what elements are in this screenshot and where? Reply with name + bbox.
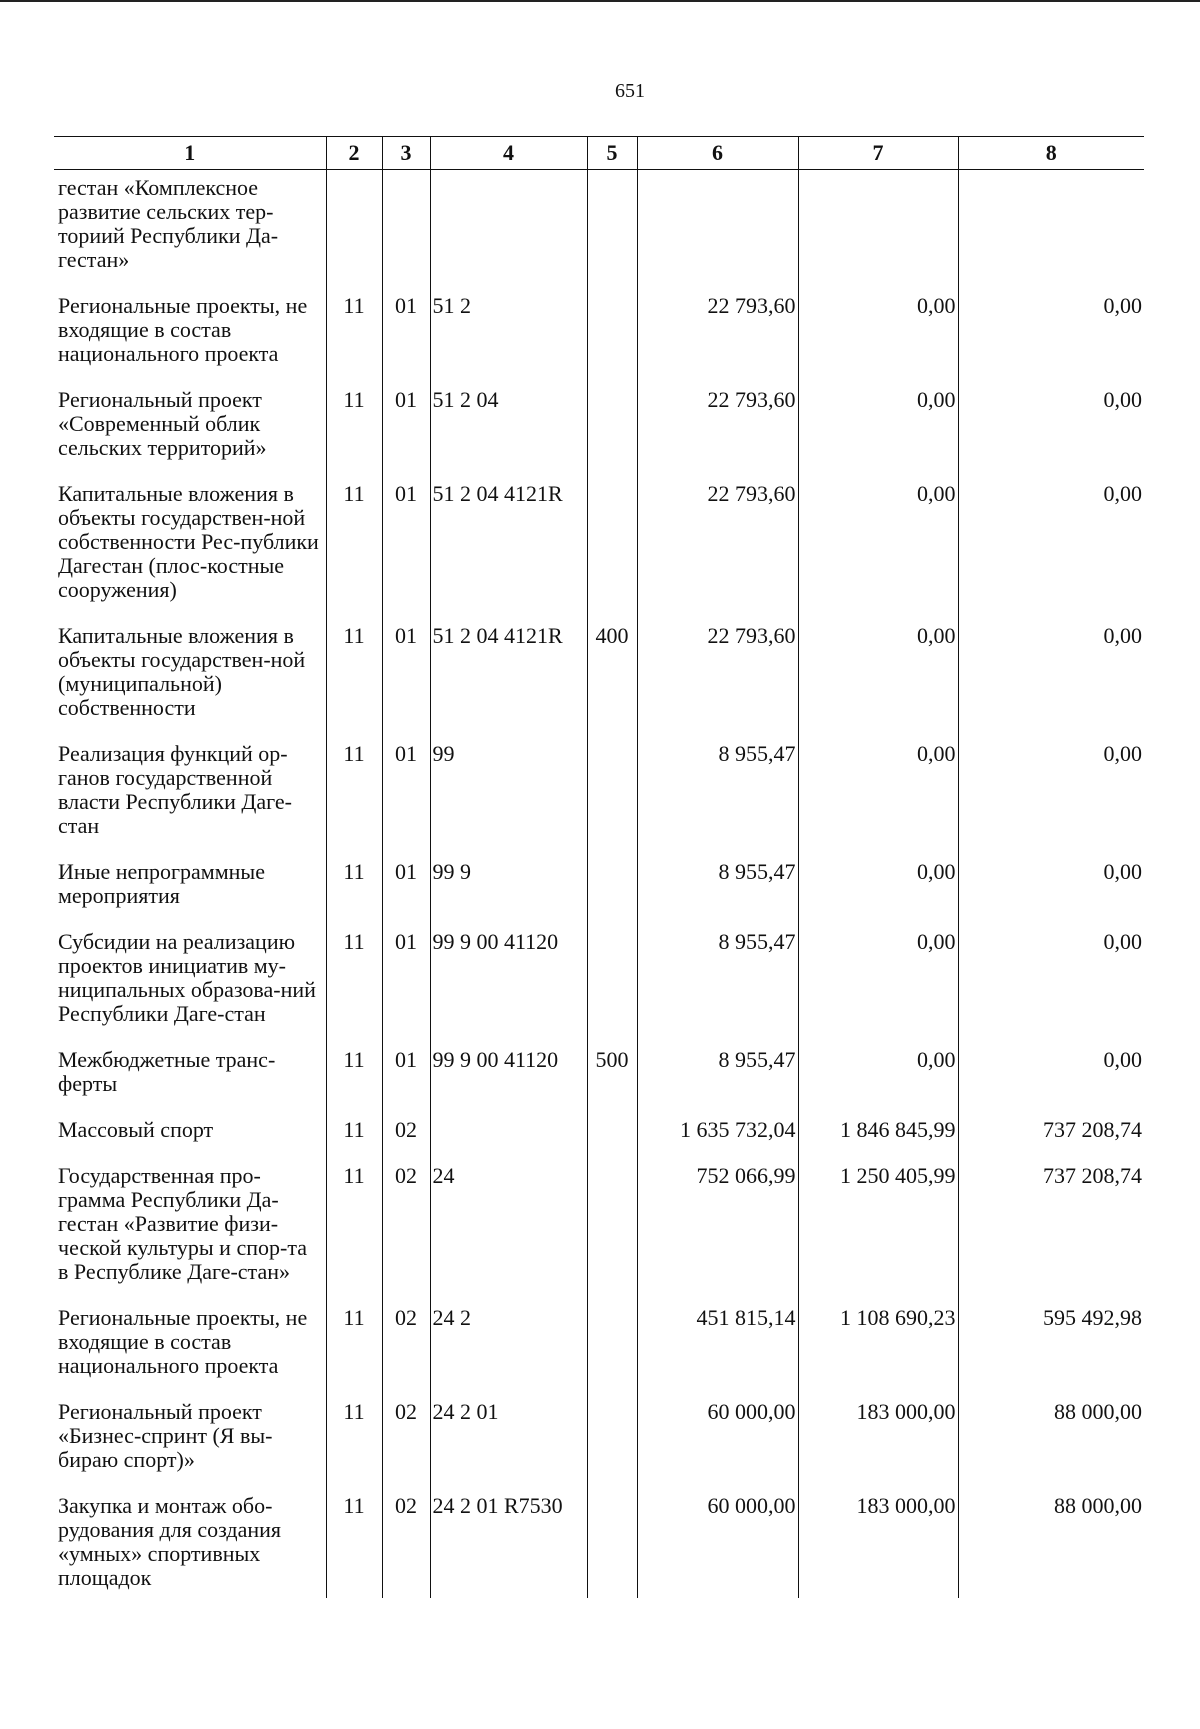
table-cell: 8 955,47	[637, 922, 798, 1040]
table-row	[54, 170, 1144, 287]
table-cell: 99 9 00 41120	[430, 922, 587, 1040]
table-cell: 01	[382, 380, 430, 474]
table-cell	[326, 170, 382, 287]
header-row	[54, 137, 1144, 170]
table-cell: 451 815,14	[637, 1298, 798, 1392]
table-cell: 02	[382, 1156, 430, 1298]
table-cell	[587, 1110, 637, 1156]
row-name-cell: Региональные проекты, не входящие в состав национального проекта	[58, 293, 308, 366]
table-row	[54, 1156, 1144, 1298]
table-row	[54, 286, 1144, 380]
table-cell: 1 846 845,99	[798, 1110, 958, 1156]
scan-edge-line	[0, 0, 1200, 2]
table-cell: 0,00	[798, 922, 958, 1040]
table-row	[54, 922, 1144, 1040]
table-cell	[430, 170, 587, 287]
table-cell: 24 2 01 R7530	[430, 1486, 587, 1598]
table-cell: 01	[382, 616, 430, 734]
column-header: 2	[326, 137, 382, 170]
table-cell	[958, 170, 1144, 287]
table-cell	[587, 922, 637, 1040]
table-row	[54, 474, 1144, 616]
table-cell	[637, 170, 798, 287]
table-cell: 0,00	[798, 616, 958, 734]
table-cell: 11	[326, 1040, 382, 1110]
row-name-cell: Межбюджетные транс-ферты	[58, 1047, 276, 1096]
table-cell: 11	[326, 922, 382, 1040]
table-cell: 0,00	[958, 474, 1144, 616]
table-cell	[587, 1392, 637, 1486]
table-cell: 752 066,99	[637, 1156, 798, 1298]
row-name-cell: Субсидии на реализацию проектов инициатив му-ниципальных образова-ний Республики Даге-стан	[58, 929, 316, 1026]
table-cell: 02	[382, 1110, 430, 1156]
row-name-cell: Реализация функций ор-ганов государственной власти Республики Даге-стан	[58, 741, 292, 838]
table-row	[54, 1486, 1144, 1598]
table-cell: 0,00	[958, 852, 1144, 922]
table-cell: 1 635 732,04	[637, 1110, 798, 1156]
table-cell: 0,00	[958, 380, 1144, 474]
table-cell: 11	[326, 286, 382, 380]
table-cell: 8 955,47	[637, 1040, 798, 1110]
row-name-cell: Региональные проекты, не входящие в состав национального проекта	[58, 1305, 308, 1378]
table-cell: 51 2 04 4121R	[430, 616, 587, 734]
table-cell: 8 955,47	[637, 734, 798, 852]
table-cell: 0,00	[958, 734, 1144, 852]
table-cell: 737 208,74	[958, 1110, 1144, 1156]
table-cell	[587, 1486, 637, 1598]
table-cell: 11	[326, 1298, 382, 1392]
table-cell: 51 2 04	[430, 380, 587, 474]
table-cell: 0,00	[958, 616, 1144, 734]
table-cell: 400	[587, 616, 637, 734]
row-name-cell: Капитальные вложения в объекты государствен-ной (муниципальной) собственности	[58, 623, 306, 720]
table-body	[54, 170, 1144, 1599]
table-cell: 11	[326, 1110, 382, 1156]
table-cell: 0,00	[798, 852, 958, 922]
column-header: 1	[54, 137, 326, 170]
column-header: 7	[798, 137, 958, 170]
table-cell: 01	[382, 474, 430, 616]
row-name-cell: Государственная про-грамма Республики Да-гестан «Развитие физи-ческой культуры и спор-та в Республике Даге-стан»	[58, 1163, 307, 1284]
budget-table	[54, 136, 1144, 1598]
table-cell	[430, 1110, 587, 1156]
table-cell: 11	[326, 734, 382, 852]
table-cell: 02	[382, 1298, 430, 1392]
table-cell: 24 2	[430, 1298, 587, 1392]
table-cell: 22 793,60	[637, 616, 798, 734]
table-cell: 01	[382, 852, 430, 922]
page-number: 651	[615, 80, 645, 102]
table-cell: 01	[382, 286, 430, 380]
table-cell: 11	[326, 852, 382, 922]
table-cell: 99 9	[430, 852, 587, 922]
table-cell: 11	[326, 474, 382, 616]
table-cell: 02	[382, 1392, 430, 1486]
table-cell: 11	[326, 380, 382, 474]
row-name-cell: Региональный проект «Современный облик сельских территорий»	[58, 387, 267, 460]
table-cell: 595 492,98	[958, 1298, 1144, 1392]
table-cell: 737 208,74	[958, 1156, 1144, 1298]
table-cell	[798, 170, 958, 287]
table-cell: 02	[382, 1486, 430, 1598]
table-cell	[587, 734, 637, 852]
table-cell: 51 2	[430, 286, 587, 380]
table-cell: 0,00	[798, 286, 958, 380]
table-cell: 0,00	[798, 380, 958, 474]
column-header: 4	[430, 137, 587, 170]
table-cell: 0,00	[798, 474, 958, 616]
table-cell: 60 000,00	[637, 1486, 798, 1598]
table-row	[54, 1298, 1144, 1392]
table-cell: 99 9 00 41120	[430, 1040, 587, 1110]
table-cell: 11	[326, 616, 382, 734]
table-cell: 60 000,00	[637, 1392, 798, 1486]
table-cell	[587, 380, 637, 474]
table-cell: 1 108 690,23	[798, 1298, 958, 1392]
table-cell	[587, 286, 637, 380]
table-cell: 22 793,60	[637, 286, 798, 380]
table-row	[54, 380, 1144, 474]
table-cell: 01	[382, 1040, 430, 1110]
table-cell: 0,00	[958, 1040, 1144, 1110]
table-cell: 22 793,60	[637, 380, 798, 474]
table-row	[54, 1110, 1144, 1156]
column-header: 6	[637, 137, 798, 170]
table-row	[54, 1392, 1144, 1486]
table-cell: 99	[430, 734, 587, 852]
row-name-cell: Капитальные вложения в объекты государствен-ной собственности Рес-публики Дагестан (плос-костные сооружения)	[58, 481, 319, 602]
table-cell: 8 955,47	[637, 852, 798, 922]
row-name-cell: гестан «Комплексное развитие сельских тер-ториий Республики Да-гестан»	[58, 175, 279, 272]
table-cell: 11	[326, 1392, 382, 1486]
table-cell: 183 000,00	[798, 1392, 958, 1486]
table-cell	[587, 170, 637, 287]
table-cell: 0,00	[798, 734, 958, 852]
table-cell: 0,00	[958, 286, 1144, 380]
table-cell	[587, 474, 637, 616]
table-cell: 0,00	[958, 922, 1144, 1040]
table-cell	[587, 1156, 637, 1298]
table-row	[54, 1040, 1144, 1110]
table-cell: 11	[326, 1486, 382, 1598]
table-cell: 500	[587, 1040, 637, 1110]
table-cell: 88 000,00	[958, 1392, 1144, 1486]
column-header: 5	[587, 137, 637, 170]
row-name-cell: Закупка и монтаж обо-рудования для создания «умных» спортивных площадок	[58, 1493, 282, 1590]
column-header: 8	[958, 137, 1144, 170]
table-row	[54, 616, 1144, 734]
row-name-cell: Массовый спорт	[58, 1117, 214, 1142]
table-cell: 0,00	[798, 1040, 958, 1110]
row-name-cell: Иные непрограммные мероприятия	[58, 859, 265, 908]
table-row	[54, 734, 1144, 852]
table-cell: 183 000,00	[798, 1486, 958, 1598]
table-cell: 24 2 01	[430, 1392, 587, 1486]
table-cell	[587, 1298, 637, 1392]
table-cell: 1 250 405,99	[798, 1156, 958, 1298]
table-cell: 22 793,60	[637, 474, 798, 616]
table-cell: 01	[382, 922, 430, 1040]
table-cell: 24	[430, 1156, 587, 1298]
table-cell: 51 2 04 4121R	[430, 474, 587, 616]
column-header: 3	[382, 137, 430, 170]
table-cell: 01	[382, 734, 430, 852]
table-cell	[587, 852, 637, 922]
table-cell: 11	[326, 1156, 382, 1298]
table-cell: 88 000,00	[958, 1486, 1144, 1598]
table-row	[54, 852, 1144, 922]
row-name-cell: Региональный проект «Бизнес-спринт (Я вы-бираю спорт)»	[58, 1399, 273, 1472]
table-cell	[382, 170, 430, 287]
